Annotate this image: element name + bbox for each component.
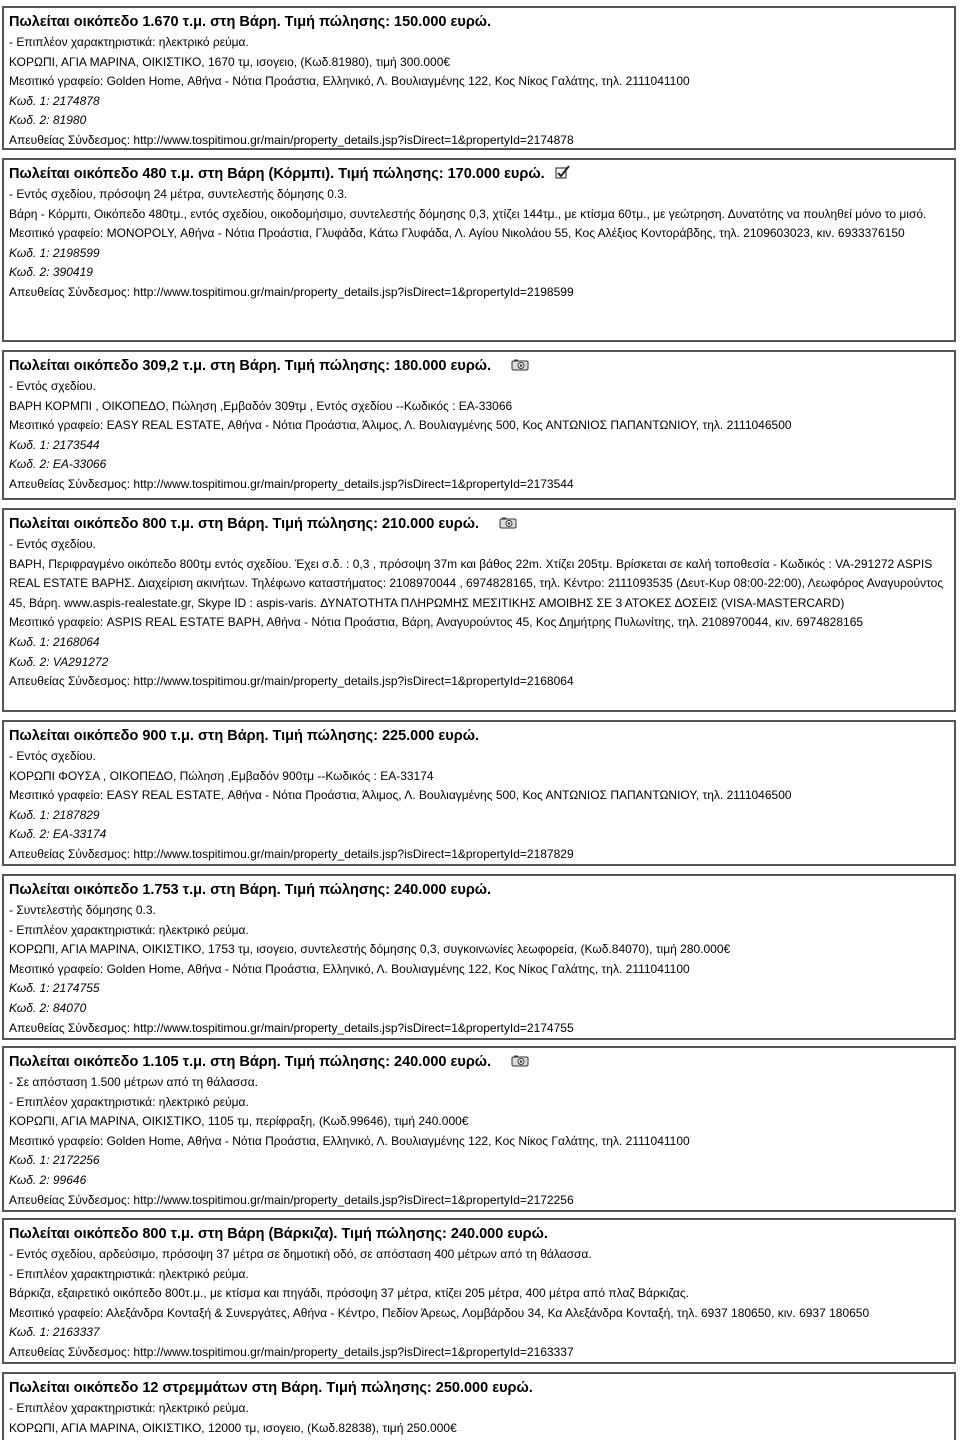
listing-agency: Μεσιτικό γραφείο: Golden Home, Αθήνα - Νότια Προάστια, Ελληνικό, Λ. Βουλιαγμένης 122, Κος Νίκος Γαλάτης, τηλ. 2111041100 [9, 961, 690, 976]
camera-icon [511, 359, 529, 371]
listing-direct-link[interactable]: Απευθείας Σύνδεσμος: http://www.tospitimou.gr/main/property_details.jsp?isDirect=1&propertyId=2198599 [9, 284, 574, 299]
listing-direct-link[interactable]: Απευθείας Σύνδεσμος: http://www.tospitimou.gr/main/property_details.jsp?isDirect=1&propertyId=2174878 [9, 132, 574, 147]
camera-icon [499, 517, 517, 529]
listing-title: Πωλείται οικόπεδο 1.753 τ.μ. στη Βάρη. Τιμή πώλησης: 240.000 ευρώ. [9, 882, 492, 898]
listing-direct-link[interactable]: Απευθείας Σύνδεσμος: http://www.tospitimou.gr/main/property_details.jsp?isDirect=1&propertyId=2174755 [9, 1020, 574, 1035]
listing-description: ΚΟΡΩΠΙ, ΑΓΙΑ ΜΑΡΙΝΑ, ΟΙΚΙΣΤΙΚΟ, 1105 τμ, περίφραξη, (Κωδ.99646), τιμή 240.000€ [9, 1114, 469, 1129]
listing-card [2, 6, 956, 150]
listing-title-row [9, 355, 950, 377]
listing-direct-link[interactable]: Απευθείας Σύνδεσμος: http://www.tospitimou.gr/main/property_details.jsp?isDirect=1&propertyId=2173544 [9, 476, 574, 491]
listing-card [2, 874, 956, 1040]
listing-agency: Μεσιτικό γραφείο: EASY REAL ESTATE, Αθήνα - Νότια Προάστια, Άλιμος, Λ. Βουλιαγμένης 500, Κος ΑΝΤΩΝΙΟΣ ΠΑΠΑΝΤΩΝΙΟΥ, τηλ. 2111046500 [9, 418, 792, 433]
listing-code-1: Κωδ. 1: 2174755 [9, 981, 100, 996]
listing-feature: - Εντός σχεδίου, πρόσοψη 24 μέτρα, συντελεστής δόμησης 0.3. [9, 187, 348, 201]
listing-code-2: Κωδ. 2: VA291272 [9, 654, 109, 669]
listing-title-row [9, 1051, 950, 1073]
listing-agency: Μεσιτικό γραφείο: MONOPOLY, Αθήνα - Νότια Προάστια, Γλυφάδα, Κάτω Γλυφάδα, Λ. Αγίου Νικολάου 55, Κος Αλέξιος Κοντοράβδης, τηλ. 2109603023, κιν. 6933376150 [9, 226, 905, 241]
listing-feature: - Εντός σχεδίου. [9, 379, 96, 393]
listing-code-1: Κωδ. 1: 2198599 [9, 245, 100, 260]
listing-code-2: Κωδ. 2: 99646 [9, 1172, 87, 1187]
listing-direct-link[interactable]: Απευθείας Σύνδεσμος: http://www.tospitimou.gr/main/property_details.jsp?isDirect=1&propertyId=2187829 [9, 846, 574, 861]
listing-card [2, 1218, 956, 1364]
listing-card [2, 350, 956, 500]
listing-title: Πωλείται οικόπεδο 309,2 τ.μ. στη Βάρη. Τιμή πώλησης: 180.000 ευρώ. [9, 358, 492, 374]
listing-agency: Μεσιτικό γραφείο: ASPIS REAL ESTATE ΒΑΡΗ, Αθήνα - Νότια Προάστια, Βάρη, Αναγυρούντος 45, Κος Δημήτρης Πυλωνίτης, τηλ. 2108970044, κιν. 6974828165 [9, 615, 864, 630]
listing-description: Βάρκιζα, εξαιρετικό οικόπεδο 800τ.μ., με κτίσμα και πηγάδι, πρόσοψη 37 μέτρα, κτίζει 205 μέτρα, 400 μέτρα από πλαζ Βάρκιζας. [9, 1286, 689, 1301]
listing-code-1: Κωδ. 1: 2174878 [9, 93, 100, 108]
listing-title-row [9, 513, 950, 535]
listing-card [2, 158, 956, 342]
listing-description: ΚΟΡΩΠΙ ΦΟΥΣΑ , ΟΙΚΟΠΕΔΟ, Πώληση ,Εμβαδόν 900τμ --Κωδικός : ΕΑ-33174 [9, 768, 434, 783]
listing-feature: - Επιπλέον χαρακτηριστικά: ηλεκτρικό ρεύμα. [9, 1401, 249, 1415]
listing-title: Πωλείται οικόπεδο 800 τ.μ. στη Βάρη (Βάρκιζα). Τιμή πώλησης: 240.000 ευρώ. [9, 1226, 548, 1242]
listing-code-2: Κωδ. 2: ΕΑ-33174 [9, 827, 107, 842]
listing-feature: - Συντελεστής δόμησης 0.3. [9, 903, 156, 917]
listing-card [2, 720, 956, 866]
listing-card [2, 1046, 956, 1212]
listing-direct-link[interactable]: Απευθείας Σύνδεσμος: http://www.tospitimou.gr/main/property_details.jsp?isDirect=1&propertyId=2163337 [9, 1344, 574, 1359]
listing-feature: - Επιπλέον χαρακτηριστικά: ηλεκτρικό ρεύμα. [9, 1094, 249, 1109]
listing-agency: Μεσιτικό γραφείο: Golden Home, Αθήνα - Νότια Προάστια, Ελληνικό, Λ. Βουλιαγμένης 122, Κος Νίκος Γαλάτης, τηλ. 2111041100 [9, 74, 690, 89]
listing-agency: Μεσιτικό γραφείο: Golden Home, Αθήνα - Νότια Προάστια, Ελληνικό, Λ. Βουλιαγμένης 122, Κος Νίκος Γαλάτης, τηλ. 2111041100 [9, 1133, 690, 1148]
listing-card [2, 1372, 956, 1440]
listing-code-2: Κωδ. 2: 390419 [9, 265, 93, 280]
checkbox-icon [555, 165, 571, 179]
listing-title: Πωλείται οικόπεδο 1.670 τ.μ. στη Βάρη. Τιμή πώλησης: 150.000 ευρώ. [9, 14, 492, 30]
listing-direct-link[interactable]: Απευθείας Σύνδεσμος: http://www.tospitimou.gr/main/property_details.jsp?isDirect=1&propertyId=2172256 [9, 1192, 574, 1207]
listing-feature: - Επιπλέον χαρακτηριστικά: ηλεκτρικό ρεύμα. [9, 922, 249, 937]
listing-title: Πωλείται οικόπεδο 480 τ.μ. στη Βάρη (Κόρμπι). Τιμή πώλησης: 170.000 ευρώ. [9, 166, 545, 182]
listing-feature: - Επιπλέον χαρακτηριστικά: ηλεκτρικό ρεύμα. [9, 1266, 249, 1281]
listing-agency: Μεσιτικό γραφείο: EASY REAL ESTATE, Αθήνα - Νότια Προάστια, Άλιμος, Λ. Βουλιαγμένης 500, Κος ΑΝΤΩΝΙΟΣ ΠΑΠΑΝΤΩΝΙΟΥ, τηλ. 2111046500 [9, 788, 792, 803]
camera-icon [511, 1055, 529, 1067]
listing-code-2: Κωδ. 2: 81980 [9, 113, 87, 128]
listing-description: ΚΟΡΩΠΙ, ΑΓΙΑ ΜΑΡΙΝΑ, ΟΙΚΙΣΤΙΚΟ, 1753 τμ, ισογειο, συντελεστής δόμησης 0,3, συγκοινωνίες λεωφορεία, (Κωδ.84070), τιμή 280.000€ [9, 942, 731, 957]
listing-code-1: Κωδ. 1: 2163337 [9, 1325, 100, 1340]
listing-feature: - Εντός σχεδίου. [9, 537, 96, 551]
listing-description: Βάρη - Κόρμπι, Οικόπεδο 480τμ., εντός σχεδίου, οικοδομήσιμο, συντελεστής δόμησης 0,3, χτίζει 144τμ., με κτίσμα 60τμ., με γεώτρηση. Δυνατότης να πουληθεί μόνο το μισό. [9, 206, 927, 221]
listing-title: Πωλείται οικόπεδο 12 στρεμμάτων στη Βάρη. Τιμή πώλησης: 250.000 ευρώ. [9, 1380, 533, 1396]
listing-description: ΒΑΡΗ ΚΟΡΜΠΙ , ΟΙΚΟΠΕΔΟ, Πώληση ,Εμβαδόν 309τμ , Εντός σχεδίου --Κωδικός : ΕΑ-33066 [9, 398, 513, 413]
listing-direct-link[interactable]: Απευθείας Σύνδεσμος: http://www.tospitimou.gr/main/property_details.jsp?isDirect=1&propertyId=2168064 [9, 674, 574, 689]
listing-card [2, 508, 956, 712]
listing-code-1: Κωδ. 1: 2172256 [9, 1153, 100, 1168]
listing-title: Πωλείται οικόπεδο 900 τ.μ. στη Βάρη. Τιμή πώλησης: 225.000 ευρώ. [9, 728, 479, 744]
listing-code-1: Κωδ. 1: 2187829 [9, 807, 100, 822]
listing-title-row [9, 163, 950, 185]
listing-title: Πωλείται οικόπεδο 800 τ.μ. στη Βάρη. Τιμή πώλησης: 210.000 ευρώ. [9, 516, 479, 532]
listing-code-1: Κωδ. 1: 2168064 [9, 634, 100, 649]
listing-code-2: Κωδ. 2: ΕΑ-33066 [9, 457, 107, 472]
listing-feature: - Σε απόσταση 1.500 μέτρων από τη θάλασσα. [9, 1075, 258, 1089]
listing-code-1: Κωδ. 1: 2173544 [9, 437, 100, 452]
listing-code-2: Κωδ. 2: 84070 [9, 1000, 87, 1015]
listing-feature: - Εντός σχεδίου, αρδεύσιμο, πρόσοψη 37 μέτρα σε δημοτική οδό, σε απόσταση 400 μέτρων από τη θάλασσα. [9, 1247, 592, 1261]
listing-description: ΚΟΡΩΠΙ, ΑΓΙΑ ΜΑΡΙΝΑ, ΟΙΚΙΣΤΙΚΟ, 1670 τμ, ισογειο, (Κωδ.81980), τιμή 300.000€ [9, 54, 451, 69]
listing-title: Πωλείται οικόπεδο 1.105 τ.μ. στη Βάρη. Τιμή πώλησης: 240.000 ευρώ. [9, 1054, 492, 1070]
listing-description: ΒΑΡΗ, Περιφραγμένο οικόπεδο 800τμ εντός σχεδίου. Έχει σ.δ. : 0,3 , πρόσοψη 37m και βάθος 22m. Χτίζει 205τμ. Βρίσκεται σε καλή τοποθεσία - Κωδικός : VA-291272 ASPIS REAL ESTATE ΒΑΡΗΣ. Διαχείριση ακινήτων. Τηλέφωνο καταστήματος: 2108970044 , 6974828165, τηλ. Κέντρο: 2111093535 (Δευτ-Κυρ 08:00-22:00), Λεωφόρος Αναγυρούντος 45, Βάρη. www.aspis-realestate.gr, Skype ID : aspis-varis. ΔΥΝΑΤΟΤΗΤΑ ΠΛΗΡΩΜΗΣ ΜΕΣΙΤΙΚΗΣ ΑΜΟΙΒΗΣ ΣΕ 3 ΑΤΟΚΕΣ ΔΟΣΕΙΣ (VISA-MASTERCARD) [9, 556, 944, 610]
listing-feature: - Επιπλέον χαρακτηριστικά: ηλεκτρικό ρεύμα. [9, 35, 249, 49]
listing-feature: - Εντός σχεδίου. [9, 749, 96, 763]
listing-agency: Μεσιτικό γραφείο: Αλεξάνδρα Κονταξή & Συνεργάτες, Αθήνα - Κέντρο, Πεδίον Άρεως, Λομβάρδου 34, Κα Αλεξάνδρα Κονταξή, τηλ. 6937 180650, κιν. 6937 180650 [9, 1305, 870, 1320]
listing-description: ΚΟΡΩΠΙ, ΑΓΙΑ ΜΑΡΙΝΑ, ΟΙΚΙΣΤΙΚΟ, 12000 τμ, ισογειο, (Κωδ.82838), τιμή 250.000€ [9, 1420, 457, 1435]
